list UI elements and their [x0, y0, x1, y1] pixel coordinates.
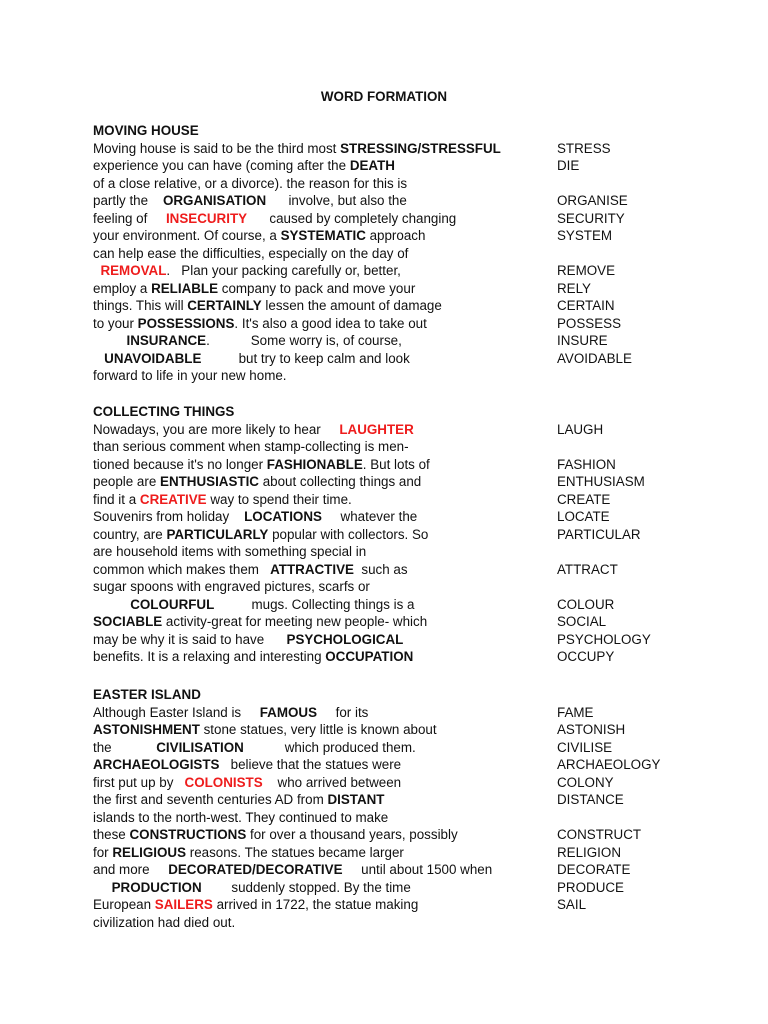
sentence-fragment: such as [353, 561, 408, 577]
sentence-fragment: for its [317, 704, 369, 720]
root-word: PARTICULAR [557, 526, 641, 542]
answer-word: DEATH [349, 158, 395, 173]
sentence-fragment: the [93, 739, 157, 755]
text-line [93, 192, 733, 210]
answer-word: FASHIONABLE [266, 456, 363, 472]
sentence-fragment: but try to keep calm and look [201, 350, 410, 366]
line-text [93, 739, 416, 757]
text-line [93, 721, 733, 739]
section-easter-island [93, 686, 733, 931]
answer-word: FAMOUS [259, 704, 318, 720]
root-word: CERTAIN [557, 298, 615, 313]
sentence-fragment [93, 597, 130, 612]
root-word: REMOVE [557, 263, 616, 278]
answer-word: RELIGIOUS [112, 844, 187, 860]
text-line [93, 543, 733, 561]
sentence-fragment: until about 1500 when [342, 862, 493, 877]
sentence-fragment: suddenly stopped. By the time [201, 879, 411, 895]
sentence-fragment: things. This will [93, 298, 188, 313]
answer-word-highlighted: SAILERS [154, 897, 213, 912]
line-text [93, 245, 408, 263]
sentence-fragment: islands to the north-west. They continued to make [93, 809, 389, 825]
line-text [93, 438, 409, 456]
sentence-fragment: experience you can have (coming after the [93, 158, 350, 173]
sentence-fragment: believe that the statues were [219, 757, 402, 772]
sentence-fragment: European [93, 897, 155, 912]
answer-word: CIVILISATION [156, 739, 244, 755]
text-line [93, 896, 733, 914]
section-collecting-things [93, 403, 733, 666]
answer-word: LOCATIONS [244, 509, 322, 524]
text-line [93, 648, 733, 666]
text-line [93, 175, 733, 193]
text-line [93, 350, 733, 368]
answer-word: CERTAINLY [187, 298, 262, 313]
line-text [93, 140, 501, 158]
sentence-fragment: find it a [93, 491, 140, 507]
sentence-fragment: who arrived between [262, 774, 402, 790]
answer-word: DECORATED/DECORATIVE [168, 862, 343, 877]
line-text [93, 280, 415, 298]
line-text [93, 421, 414, 439]
sentence-fragment: mugs. Collecting things is a [214, 596, 415, 612]
answer-word: POSSESSIONS [137, 315, 235, 331]
line-text [93, 896, 418, 914]
text-line [93, 157, 733, 175]
answer-word: OCCUPATION [325, 649, 414, 664]
line-text [93, 914, 235, 932]
root-word: DISTANCE [557, 792, 624, 807]
sentence-fragment: of a close relative, or a divorce). the reason for this is [93, 175, 408, 191]
text-line [93, 774, 733, 792]
sentence-fragment: for over a thousand years, possibly [246, 827, 458, 842]
line-text [93, 297, 442, 315]
root-word: ORGANISE [557, 193, 628, 208]
line-text [93, 491, 352, 509]
text-line [93, 631, 733, 649]
line-text [93, 774, 401, 792]
sentence-fragment: arrived in 1722, the statue making [212, 897, 419, 912]
sentence-fragment: . Some worry is, of course, [206, 333, 402, 348]
line-text [93, 826, 458, 844]
line-text [93, 613, 427, 631]
answer-word-highlighted: REMOVAL [100, 263, 167, 278]
text-line [93, 227, 733, 245]
root-word: COLOUR [557, 596, 615, 612]
root-word: OCCUPY [557, 649, 615, 664]
line-text [93, 456, 430, 474]
root-word: FAME [557, 704, 594, 720]
root-word: CONSTRUCT [557, 827, 642, 842]
line-text [93, 367, 287, 385]
line-text [93, 543, 366, 561]
root-word: INSURE [557, 333, 608, 348]
sentence-fragment: Souvenirs from holiday [93, 509, 245, 524]
root-word: ASTONISH [557, 722, 626, 737]
root-word: SECURITY [557, 210, 625, 226]
answer-word: DISTANT [327, 792, 385, 807]
sentence-fragment: civilization had died out. [93, 914, 236, 930]
text-line [93, 297, 733, 315]
section-heading: MOVING HOUSE [93, 123, 199, 138]
text-line [93, 140, 733, 158]
answer-word: RELIABLE [151, 280, 219, 296]
sentence-fragment: involve, but also the [266, 193, 407, 208]
text-line [93, 508, 733, 526]
sentence-fragment: partly the [93, 193, 163, 208]
line-text [93, 175, 407, 193]
answer-word: ENTHUSIASTIC [160, 474, 259, 489]
root-word: FASHION [557, 456, 616, 472]
text-line [93, 826, 733, 844]
sentence-fragment: for [93, 844, 113, 860]
text-line [93, 613, 733, 631]
root-word: ARCHAEOLOGY [557, 757, 661, 772]
sentence-fragment: about collecting things and [258, 474, 422, 489]
root-word: DIE [557, 158, 580, 173]
text-line [93, 756, 733, 774]
sentence-fragment: . But lots of [362, 456, 430, 472]
line-text [93, 561, 408, 579]
answer-word: ATTRACTIVE [270, 561, 354, 577]
sentence-fragment: may be why it is said to have [93, 631, 287, 647]
text-line [93, 561, 733, 579]
line-text [93, 704, 368, 722]
line-text [93, 721, 437, 739]
sentence-fragment: first put up by [93, 774, 185, 790]
text-line [93, 809, 733, 827]
line-text [93, 192, 407, 210]
section-moving-house [93, 122, 733, 385]
sentence-fragment: activity-great for meeting new people- which [162, 614, 428, 629]
answer-word: SYSTEMATIC [280, 228, 366, 243]
answer-word: CONSTRUCTIONS [129, 827, 247, 842]
text-line [93, 491, 733, 509]
text-line [93, 861, 733, 879]
sentence-fragment: country, are [93, 526, 167, 542]
document-title: WORD FORMATION [320, 89, 448, 104]
line-text [93, 756, 401, 774]
line-text [93, 809, 388, 827]
answer-word: STRESSING/STRESSFUL [340, 140, 501, 156]
line-text [93, 157, 395, 175]
sentence-fragment [93, 880, 112, 895]
text-line [93, 367, 733, 385]
text-line [93, 914, 733, 932]
sentence-fragment: Nowadays, you are more likely to hear [93, 421, 340, 437]
sentence-fragment: reasons. The statues became larger [186, 844, 404, 860]
root-word: RELY [557, 280, 591, 296]
answer-word: COLOURFUL [130, 596, 215, 612]
text-line [93, 791, 733, 809]
root-word: PSYCHOLOGY [557, 631, 651, 647]
line-text [93, 227, 425, 245]
sentence-fragment: company to pack and move your [218, 280, 416, 296]
answer-word: INSURANCE [126, 333, 207, 348]
root-word: SYSTEM [557, 228, 613, 243]
answer-word: ORGANISATION [162, 193, 267, 208]
sentence-fragment: these [93, 827, 130, 842]
line-text [93, 315, 427, 333]
line-text [93, 526, 428, 544]
text-line [93, 280, 733, 298]
sentence-fragment: stone statues, very little is known about [199, 722, 437, 737]
root-word: DECORATE [557, 862, 631, 877]
text-line [93, 421, 733, 439]
root-word: ATTRACT [557, 561, 618, 577]
answer-word-highlighted: INSECURITY [165, 210, 248, 226]
root-word: PRODUCE [557, 879, 624, 895]
text-line [93, 245, 733, 263]
sentence-fragment: approach [365, 228, 426, 243]
line-text [93, 648, 413, 666]
text-line [93, 879, 733, 897]
sentence-fragment [93, 333, 126, 348]
answer-word: ARCHAEOLOGISTS [93, 757, 220, 772]
root-word: CIVILISE [557, 739, 613, 755]
root-word: COLONY [557, 774, 614, 790]
line-text [93, 596, 414, 614]
text-line [93, 578, 733, 596]
line-text [93, 210, 456, 228]
sentence-fragment: lessen the amount of damage [261, 298, 442, 313]
sentence-fragment: your environment. Of course, a [93, 228, 281, 243]
line-text [93, 791, 384, 809]
sentence-fragment: benefits. It is a relaxing and interesting [93, 649, 326, 664]
line-text [93, 879, 411, 897]
sentence-fragment: to your [93, 315, 138, 331]
line-text [93, 844, 404, 862]
sentence-fragment: forward to life in your new home. [93, 368, 287, 383]
sentence-fragment: way to spend their time. [206, 491, 352, 507]
line-text [93, 578, 370, 596]
sentence-fragment: whatever the [321, 509, 418, 524]
sentence-fragment: can help ease the difficulties, especially on the day of [93, 245, 409, 261]
text-line [93, 739, 733, 757]
sentence-fragment [93, 351, 104, 366]
text-line [93, 262, 733, 280]
text-line [93, 438, 733, 456]
root-word: ENTHUSIASM [557, 474, 645, 489]
root-word: POSSESS [557, 315, 622, 331]
text-line [93, 456, 733, 474]
root-word: CREATE [557, 491, 611, 507]
sentence-fragment: feeling of [93, 210, 166, 226]
sentence-fragment: people are [93, 474, 161, 489]
answer-word-highlighted: CREATIVE [139, 491, 207, 507]
sentence-fragment: tioned because it's no longer [93, 456, 267, 472]
answer-word-highlighted: COLONISTS [184, 774, 263, 790]
root-word: RELIGION [557, 844, 621, 860]
sentence-fragment: employ a [93, 280, 152, 296]
sentence-fragment: and more [93, 862, 169, 877]
answer-word: PRODUCTION [111, 879, 202, 895]
sentence-fragment: . It's also a good idea to take out [234, 315, 427, 331]
text-line [93, 210, 733, 228]
sentence-fragment: Moving house is said to be the third most [93, 140, 341, 156]
sentence-fragment: which produced them. [243, 739, 416, 755]
root-word: STRESS [557, 140, 611, 156]
text-line [93, 844, 733, 862]
line-text [93, 473, 421, 491]
line-text [93, 350, 410, 368]
text-line [93, 596, 733, 614]
section-heading: COLLECTING THINGS [93, 404, 235, 419]
sentence-fragment: are household items with something special in [93, 544, 367, 559]
answer-word: SOCIABLE [93, 614, 163, 629]
sentence-fragment: Although Easter Island is [93, 704, 260, 720]
answer-word-highlighted: LAUGHTER [339, 421, 414, 437]
sentence-fragment: popular with collectors. So [268, 526, 429, 542]
text-line [93, 473, 733, 491]
text-line [93, 526, 733, 544]
line-text [93, 861, 492, 879]
sentence-fragment: the first and seventh centuries AD from [93, 792, 328, 807]
root-word: LAUGH [557, 421, 604, 437]
line-text [93, 262, 401, 280]
sentence-fragment: than serious comment when stamp-collecting is men- [93, 439, 409, 454]
root-word: LOCATE [557, 509, 610, 524]
text-line [93, 704, 733, 722]
line-text [93, 332, 402, 350]
sentence-fragment: common which makes them [93, 561, 271, 577]
sentence-fragment: caused by completely changing [247, 210, 457, 226]
root-word: SAIL [557, 897, 587, 912]
answer-word: ASTONISHMENT [93, 722, 200, 737]
answer-word: PSYCHOLOGICAL [286, 631, 404, 647]
line-text [93, 508, 417, 526]
text-line [93, 315, 733, 333]
sentence-fragment: . Plan your packing carefully or, better, [166, 263, 401, 278]
text-line [93, 332, 733, 350]
section-heading: EASTER ISLAND [93, 687, 201, 702]
sentence-fragment: sugar spoons with engraved pictures, scarfs or [93, 579, 370, 594]
answer-word: PARTICULARLY [166, 526, 269, 542]
root-word: AVOIDABLE [557, 350, 632, 366]
answer-word: UNAVOIDABLE [104, 350, 202, 366]
root-word: SOCIAL [557, 614, 607, 629]
line-text [93, 631, 403, 649]
